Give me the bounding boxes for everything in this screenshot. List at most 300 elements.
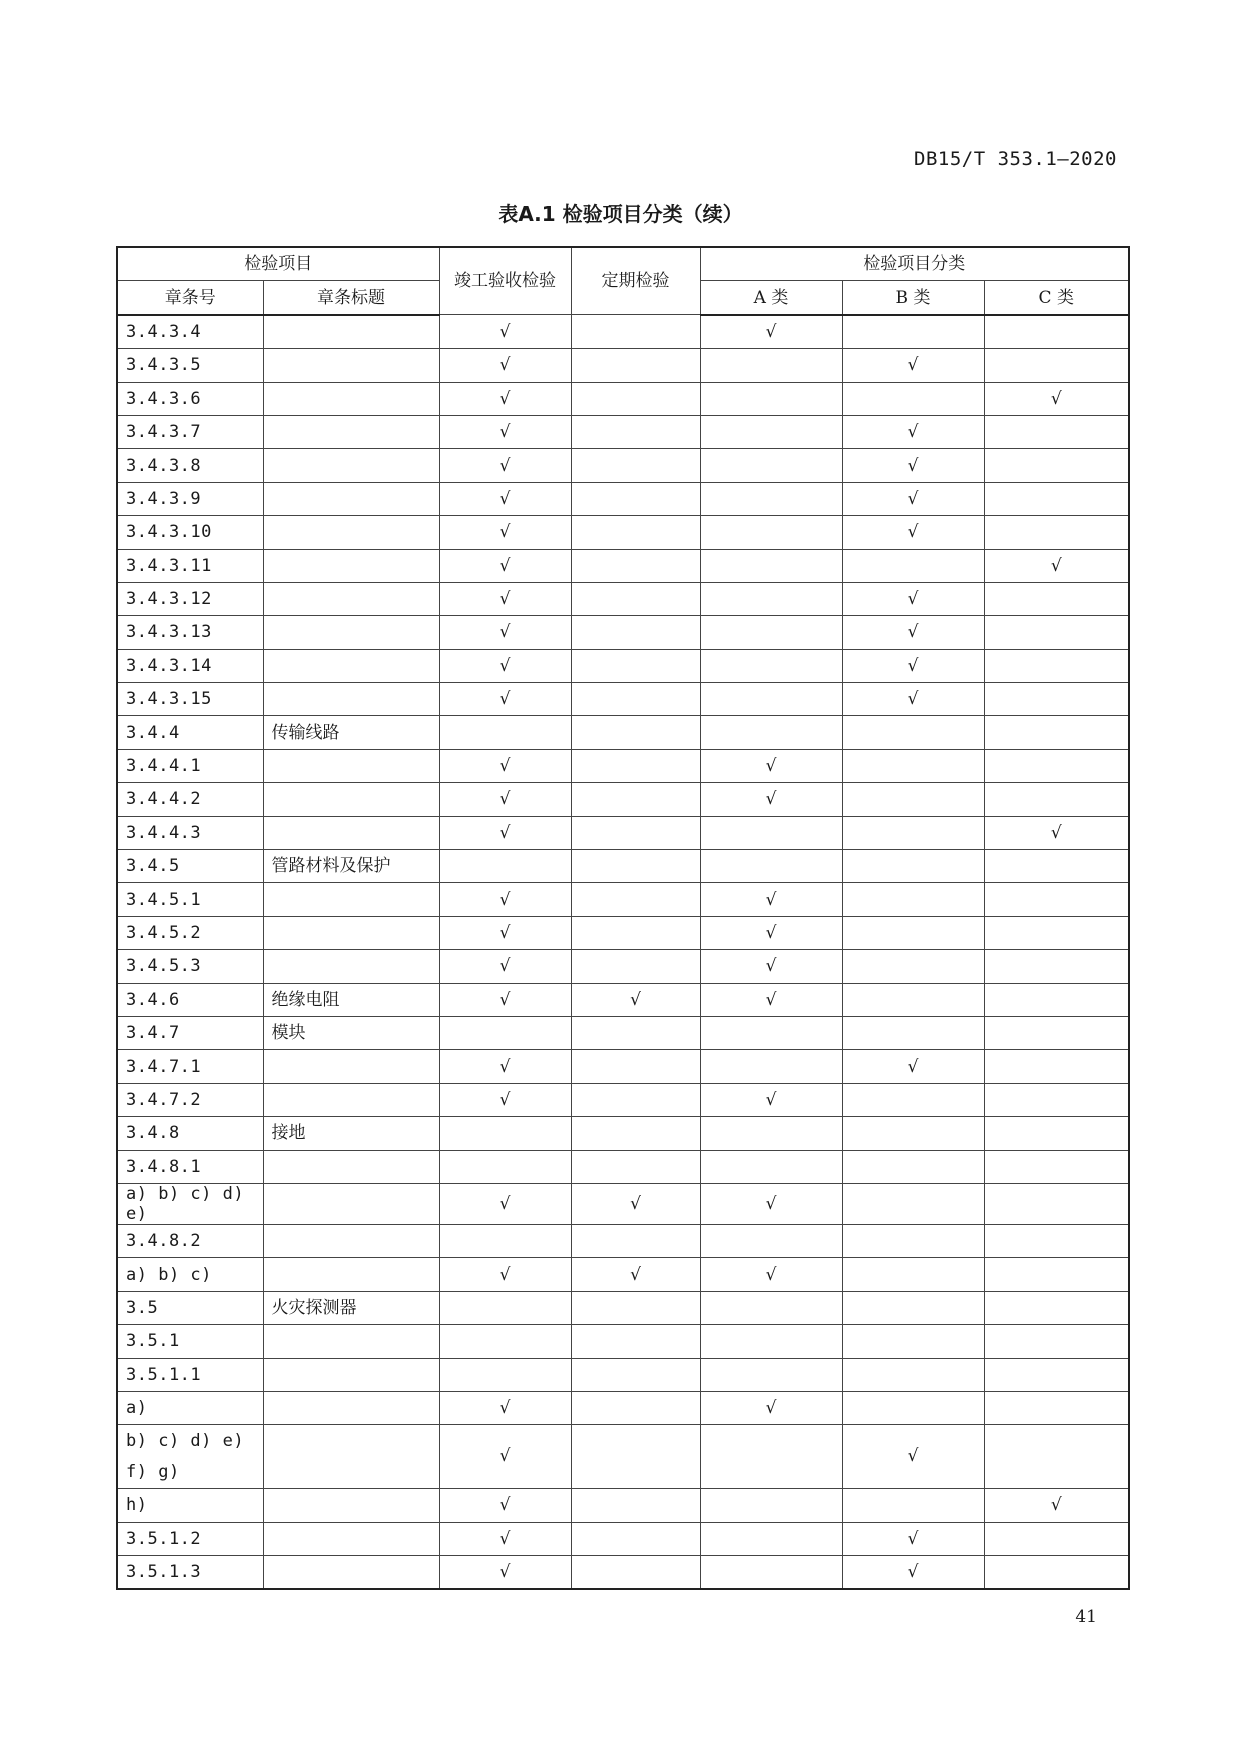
- cell-completion-mark: [439, 1016, 571, 1049]
- cell-clause-no: 3.4.4.3: [117, 816, 263, 849]
- cell-class-a-mark: [700, 1050, 842, 1083]
- cell-clause-no: 3.4.7.1: [117, 1050, 263, 1083]
- cell-completion-mark: √: [439, 983, 571, 1016]
- cell-class-c-mark: √: [984, 1489, 1129, 1522]
- cell-clause-no: 3.4.3.4: [117, 315, 263, 349]
- cell-class-a-mark: [700, 716, 842, 749]
- table-row: [117, 1183, 1129, 1224]
- cell-clause-title: [263, 616, 439, 649]
- header-class-b: B 类: [842, 281, 984, 315]
- cell-class-c-mark: [984, 1522, 1129, 1555]
- cell-completion-mark: √: [439, 349, 571, 382]
- table-row: [117, 1016, 1129, 1049]
- cell-class-b-mark: √: [842, 649, 984, 682]
- cell-class-a-mark: √: [700, 315, 842, 349]
- cell-class-b-mark: [842, 950, 984, 983]
- cell-completion-mark: √: [439, 482, 571, 515]
- cell-class-b-mark: [842, 1117, 984, 1150]
- cell-class-b-mark: [842, 816, 984, 849]
- cell-completion-mark: [439, 716, 571, 749]
- cell-class-a-mark: √: [700, 916, 842, 949]
- cell-clause-title: [263, 1258, 439, 1291]
- cell-completion-mark: √: [439, 1556, 571, 1590]
- cell-class-b-mark: [842, 549, 984, 582]
- cell-clause-title: 模块: [263, 1016, 439, 1049]
- cell-periodic-mark: √: [571, 983, 700, 1016]
- cell-clause-no: 3.4.3.9: [117, 482, 263, 515]
- header-inspection-item: 检验项目: [117, 247, 439, 281]
- cell-completion-mark: √: [439, 783, 571, 816]
- cell-clause-no: 3.4.7: [117, 1016, 263, 1049]
- cell-clause-title: [263, 1325, 439, 1358]
- cell-clause-title: [263, 916, 439, 949]
- cell-completion-mark: √: [439, 1083, 571, 1116]
- cell-clause-title: [263, 950, 439, 983]
- cell-periodic-mark: [571, 482, 700, 515]
- cell-clause-title: [263, 1050, 439, 1083]
- cell-class-b-mark: [842, 1258, 984, 1291]
- cell-class-a-mark: [700, 1117, 842, 1150]
- cell-class-c-mark: [984, 1117, 1129, 1150]
- cell-periodic-mark: [571, 816, 700, 849]
- cell-clause-title: [263, 883, 439, 916]
- cell-class-b-mark: √: [842, 683, 984, 716]
- table-row: [117, 315, 1129, 349]
- cell-completion-mark: [439, 1325, 571, 1358]
- table-row: [117, 883, 1129, 916]
- table-row: [117, 1050, 1129, 1083]
- cell-periodic-mark: [571, 1224, 700, 1257]
- cell-periodic-mark: [571, 516, 700, 549]
- cell-completion-mark: √: [439, 449, 571, 482]
- cell-class-a-mark: [700, 382, 842, 415]
- cell-class-c-mark: [984, 415, 1129, 448]
- table-row: [117, 582, 1129, 615]
- cell-class-b-mark: [842, 1358, 984, 1391]
- cell-completion-mark: √: [439, 382, 571, 415]
- cell-clause-title: [263, 783, 439, 816]
- table-row: [117, 683, 1129, 716]
- cell-class-b-mark: [842, 1489, 984, 1522]
- cell-class-a-mark: [700, 850, 842, 883]
- cell-clause-title: [263, 1358, 439, 1391]
- cell-completion-mark: √: [439, 683, 571, 716]
- cell-class-a-mark: [700, 449, 842, 482]
- cell-periodic-mark: [571, 950, 700, 983]
- cell-completion-mark: √: [439, 415, 571, 448]
- header-classification: 检验项目分类: [700, 247, 1129, 281]
- cell-clause-title: 绝缘电阻: [263, 983, 439, 1016]
- cell-clause-no: 3.4.4.1: [117, 749, 263, 782]
- cell-completion-mark: √: [439, 950, 571, 983]
- cell-clause-no: 3.4.8.1: [117, 1150, 263, 1183]
- cell-class-a-mark: √: [700, 1391, 842, 1424]
- cell-class-a-mark: [700, 616, 842, 649]
- cell-completion-mark: √: [439, 315, 571, 349]
- cell-class-b-mark: √: [842, 349, 984, 382]
- cell-class-b-mark: [842, 783, 984, 816]
- cell-periodic-mark: [571, 883, 700, 916]
- table-row: [117, 1522, 1129, 1555]
- cell-class-c-mark: [984, 1391, 1129, 1424]
- cell-periodic-mark: [571, 1556, 700, 1590]
- cell-clause-no: 3.4.7.2: [117, 1083, 263, 1116]
- cell-class-a-mark: [700, 1425, 842, 1489]
- cell-clause-title: [263, 516, 439, 549]
- cell-class-c-mark: [984, 1258, 1129, 1291]
- cell-completion-mark: √: [439, 1050, 571, 1083]
- cell-clause-title: [263, 649, 439, 682]
- cell-class-b-mark: [842, 1391, 984, 1424]
- cell-class-a-mark: [700, 1358, 842, 1391]
- cell-clause-no: 3.4.4.2: [117, 783, 263, 816]
- cell-periodic-mark: [571, 1150, 700, 1183]
- header-class-a: A 类: [700, 281, 842, 315]
- cell-class-b-mark: [842, 1150, 984, 1183]
- cell-clause-title: [263, 582, 439, 615]
- cell-class-b-mark: √: [842, 582, 984, 615]
- cell-periodic-mark: √: [571, 1258, 700, 1291]
- table-row: [117, 749, 1129, 782]
- cell-periodic-mark: [571, 415, 700, 448]
- cell-completion-mark: [439, 1224, 571, 1257]
- cell-class-b-mark: √: [842, 516, 984, 549]
- cell-clause-no: 3.4.3.13: [117, 616, 263, 649]
- cell-class-a-mark: √: [700, 883, 842, 916]
- cell-completion-mark: √: [439, 1258, 571, 1291]
- cell-class-c-mark: [984, 749, 1129, 782]
- cell-clause-no: a) b) c) d) e): [117, 1183, 263, 1224]
- cell-clause-no: 3.4.4: [117, 716, 263, 749]
- cell-completion-mark: √: [439, 1522, 571, 1555]
- cell-periodic-mark: [571, 582, 700, 615]
- cell-periodic-mark: [571, 1358, 700, 1391]
- table-row: [117, 1489, 1129, 1522]
- cell-class-c-mark: [984, 449, 1129, 482]
- cell-clause-title: 管路材料及保护: [263, 850, 439, 883]
- cell-class-b-mark: [842, 883, 984, 916]
- cell-clause-no: 3.4.3.7: [117, 415, 263, 448]
- cell-completion-mark: √: [439, 516, 571, 549]
- table-row: [117, 1224, 1129, 1257]
- cell-periodic-mark: [571, 1391, 700, 1424]
- cell-class-b-mark: √: [842, 449, 984, 482]
- cell-class-c-mark: [984, 1358, 1129, 1391]
- cell-periodic-mark: [571, 916, 700, 949]
- cell-clause-no: 3.4.3.8: [117, 449, 263, 482]
- cell-clause-title: [263, 1522, 439, 1555]
- cell-class-a-mark: [700, 415, 842, 448]
- cell-class-c-mark: [984, 1556, 1129, 1590]
- cell-class-a-mark: [700, 683, 842, 716]
- table-body: [117, 315, 1129, 1590]
- cell-class-c-mark: [984, 1224, 1129, 1257]
- table-row: [117, 1556, 1129, 1590]
- cell-periodic-mark: [571, 549, 700, 582]
- cell-class-c-mark: [984, 482, 1129, 515]
- cell-clause-no: 3.5: [117, 1291, 263, 1324]
- cell-clause-no: 3.4.3.6: [117, 382, 263, 415]
- cell-periodic-mark: [571, 1325, 700, 1358]
- header-clause-title: 章条标题: [263, 281, 439, 315]
- table-row: [117, 1425, 1129, 1489]
- cell-class-c-mark: [984, 516, 1129, 549]
- cell-class-b-mark: [842, 1183, 984, 1224]
- cell-clause-no: 3.4.5: [117, 850, 263, 883]
- cell-class-c-mark: [984, 649, 1129, 682]
- cell-clause-title: 接地: [263, 1117, 439, 1150]
- cell-class-a-mark: [700, 649, 842, 682]
- cell-class-a-mark: [700, 1291, 842, 1324]
- cell-clause-title: [263, 816, 439, 849]
- header-class-c: C 类: [984, 281, 1129, 315]
- cell-clause-title: [263, 382, 439, 415]
- cell-class-a-mark: [700, 582, 842, 615]
- table-row: [117, 716, 1129, 749]
- cell-class-a-mark: [700, 549, 842, 582]
- cell-completion-mark: √: [439, 616, 571, 649]
- page-number: 41: [1075, 1607, 1097, 1627]
- cell-clause-no: h): [117, 1489, 263, 1522]
- cell-completion-mark: √: [439, 549, 571, 582]
- cell-class-a-mark: [700, 1522, 842, 1555]
- cell-clause-no: 3.4.8: [117, 1117, 263, 1150]
- cell-class-a-mark: [700, 1489, 842, 1522]
- cell-class-b-mark: [842, 1291, 984, 1324]
- cell-completion-mark: √: [439, 649, 571, 682]
- cell-class-a-mark: √: [700, 749, 842, 782]
- cell-periodic-mark: [571, 850, 700, 883]
- cell-clause-no: b) c) d) e) f) g): [117, 1425, 263, 1489]
- cell-clause-title: [263, 1083, 439, 1116]
- cell-class-b-mark: √: [842, 415, 984, 448]
- cell-class-a-mark: √: [700, 1083, 842, 1116]
- cell-clause-no: 3.4.5.3: [117, 950, 263, 983]
- cell-class-a-mark: √: [700, 950, 842, 983]
- cell-periodic-mark: [571, 783, 700, 816]
- cell-class-c-mark: [984, 783, 1129, 816]
- cell-clause-no: 3.4.3.14: [117, 649, 263, 682]
- cell-clause-title: [263, 315, 439, 349]
- table-row: [117, 1391, 1129, 1424]
- cell-class-c-mark: [984, 582, 1129, 615]
- cell-class-b-mark: √: [842, 1556, 984, 1590]
- header-completion: 竣工验收检验: [439, 247, 571, 315]
- cell-class-c-mark: [984, 850, 1129, 883]
- table-row: [117, 1258, 1129, 1291]
- cell-clause-title: [263, 1391, 439, 1424]
- cell-class-c-mark: [984, 950, 1129, 983]
- cell-clause-title: [263, 1489, 439, 1522]
- cell-clause-no: 3.4.5.2: [117, 916, 263, 949]
- cell-class-c-mark: [984, 1325, 1129, 1358]
- cell-clause-title: [263, 482, 439, 515]
- cell-class-a-mark: [700, 1556, 842, 1590]
- cell-clause-title: [263, 349, 439, 382]
- table-row: [117, 1325, 1129, 1358]
- cell-class-b-mark: √: [842, 1522, 984, 1555]
- table-row: [117, 1083, 1129, 1116]
- cell-periodic-mark: [571, 1291, 700, 1324]
- cell-class-a-mark: [700, 516, 842, 549]
- cell-class-b-mark: √: [842, 1050, 984, 1083]
- cell-class-a-mark: √: [700, 783, 842, 816]
- inspection-classification-table: [116, 246, 1130, 1590]
- header-clause-no: 章条号: [117, 281, 263, 315]
- cell-class-b-mark: [842, 1083, 984, 1116]
- cell-class-a-mark: [700, 349, 842, 382]
- cell-class-c-mark: [984, 1150, 1129, 1183]
- cell-periodic-mark: [571, 749, 700, 782]
- table-row: [117, 1117, 1129, 1150]
- cell-completion-mark: √: [439, 1183, 571, 1224]
- cell-periodic-mark: [571, 1117, 700, 1150]
- table-row: [117, 1358, 1129, 1391]
- cell-periodic-mark: [571, 349, 700, 382]
- cell-clause-no: 3.4.8.2: [117, 1224, 263, 1257]
- cell-class-b-mark: √: [842, 1425, 984, 1489]
- cell-completion-mark: √: [439, 883, 571, 916]
- cell-clause-no: 3.4.5.1: [117, 883, 263, 916]
- table-row: [117, 783, 1129, 816]
- cell-class-b-mark: [842, 916, 984, 949]
- cell-completion-mark: √: [439, 749, 571, 782]
- cell-periodic-mark: √: [571, 1183, 700, 1224]
- cell-class-c-mark: √: [984, 382, 1129, 415]
- table-row: [117, 482, 1129, 515]
- cell-class-c-mark: [984, 916, 1129, 949]
- cell-class-b-mark: [842, 983, 984, 1016]
- document-code: DB15/T 353.1—2020: [914, 148, 1117, 170]
- cell-clause-title: [263, 683, 439, 716]
- cell-class-c-mark: [984, 315, 1129, 349]
- cell-class-c-mark: [984, 616, 1129, 649]
- table-row: [117, 816, 1129, 849]
- cell-clause-no: 3.4.3.12: [117, 582, 263, 615]
- table-row: [117, 850, 1129, 883]
- cell-class-c-mark: [984, 1016, 1129, 1049]
- table-row: [117, 349, 1129, 382]
- cell-class-a-mark: √: [700, 1183, 842, 1224]
- cell-periodic-mark: [571, 1050, 700, 1083]
- header-periodic: 定期检验: [571, 247, 700, 315]
- cell-completion-mark: [439, 1358, 571, 1391]
- cell-class-b-mark: [842, 716, 984, 749]
- cell-clause-no: 3.5.1.1: [117, 1358, 263, 1391]
- cell-clause-no: 3.5.1.3: [117, 1556, 263, 1590]
- cell-class-c-mark: √: [984, 549, 1129, 582]
- cell-completion-mark: [439, 1150, 571, 1183]
- cell-class-c-mark: [984, 1183, 1129, 1224]
- cell-clause-no: 3.4.3.5: [117, 349, 263, 382]
- cell-completion-mark: [439, 1291, 571, 1324]
- cell-clause-title: 传输线路: [263, 716, 439, 749]
- table-row: [117, 616, 1129, 649]
- cell-periodic-mark: [571, 449, 700, 482]
- cell-completion-mark: √: [439, 1391, 571, 1424]
- cell-class-b-mark: [842, 1016, 984, 1049]
- cell-clause-no: 3.4.3.10: [117, 516, 263, 549]
- cell-periodic-mark: [571, 1016, 700, 1049]
- cell-clause-no: a): [117, 1391, 263, 1424]
- cell-clause-title: [263, 1183, 439, 1224]
- cell-class-a-mark: [700, 1325, 842, 1358]
- cell-clause-title: [263, 1150, 439, 1183]
- cell-completion-mark: [439, 1117, 571, 1150]
- table-row: [117, 983, 1129, 1016]
- cell-class-a-mark: [700, 1224, 842, 1257]
- cell-class-a-mark: [700, 482, 842, 515]
- table-row: [117, 516, 1129, 549]
- cell-class-b-mark: [842, 850, 984, 883]
- cell-completion-mark: √: [439, 916, 571, 949]
- cell-periodic-mark: [571, 649, 700, 682]
- cell-clause-title: [263, 1556, 439, 1590]
- cell-class-c-mark: √: [984, 816, 1129, 849]
- cell-class-b-mark: √: [842, 482, 984, 515]
- cell-clause-no: 3.5.1: [117, 1325, 263, 1358]
- cell-class-a-mark: √: [700, 983, 842, 1016]
- cell-class-b-mark: [842, 315, 984, 349]
- cell-periodic-mark: [571, 1522, 700, 1555]
- cell-class-c-mark: [984, 983, 1129, 1016]
- cell-class-b-mark: [842, 1325, 984, 1358]
- cell-class-c-mark: [984, 1425, 1129, 1489]
- cell-periodic-mark: [571, 616, 700, 649]
- cell-class-a-mark: √: [700, 1258, 842, 1291]
- table-row: [117, 649, 1129, 682]
- cell-periodic-mark: [571, 1425, 700, 1489]
- cell-clause-title: [263, 1425, 439, 1489]
- table-row: [117, 916, 1129, 949]
- table-row: [117, 415, 1129, 448]
- table-row: [117, 950, 1129, 983]
- cell-clause-title: [263, 449, 439, 482]
- table-header: [117, 247, 1129, 315]
- cell-clause-title: [263, 749, 439, 782]
- cell-clause-title: [263, 415, 439, 448]
- cell-periodic-mark: [571, 1083, 700, 1116]
- cell-periodic-mark: [571, 1489, 700, 1522]
- cell-class-c-mark: [984, 716, 1129, 749]
- cell-clause-title: [263, 549, 439, 582]
- cell-completion-mark: √: [439, 1489, 571, 1522]
- cell-class-b-mark: [842, 749, 984, 782]
- table-row: [117, 549, 1129, 582]
- cell-class-c-mark: [984, 683, 1129, 716]
- cell-class-c-mark: [984, 349, 1129, 382]
- cell-class-a-mark: [700, 816, 842, 849]
- cell-class-a-mark: [700, 1150, 842, 1183]
- cell-clause-no: 3.4.3.11: [117, 549, 263, 582]
- cell-periodic-mark: [571, 382, 700, 415]
- cell-completion-mark: [439, 850, 571, 883]
- cell-periodic-mark: [571, 716, 700, 749]
- cell-clause-no: 3.4.6: [117, 983, 263, 1016]
- table-row: [117, 382, 1129, 415]
- cell-clause-no: 3.5.1.2: [117, 1522, 263, 1555]
- table-row: [117, 449, 1129, 482]
- cell-class-c-mark: [984, 1083, 1129, 1116]
- cell-class-c-mark: [984, 1291, 1129, 1324]
- cell-completion-mark: √: [439, 582, 571, 615]
- table-title: 表A.1 检验项目分类（续）: [498, 202, 743, 226]
- cell-completion-mark: √: [439, 1425, 571, 1489]
- table-row: [117, 1150, 1129, 1183]
- cell-clause-title: 火灾探测器: [263, 1291, 439, 1324]
- cell-class-b-mark: [842, 382, 984, 415]
- cell-periodic-mark: [571, 683, 700, 716]
